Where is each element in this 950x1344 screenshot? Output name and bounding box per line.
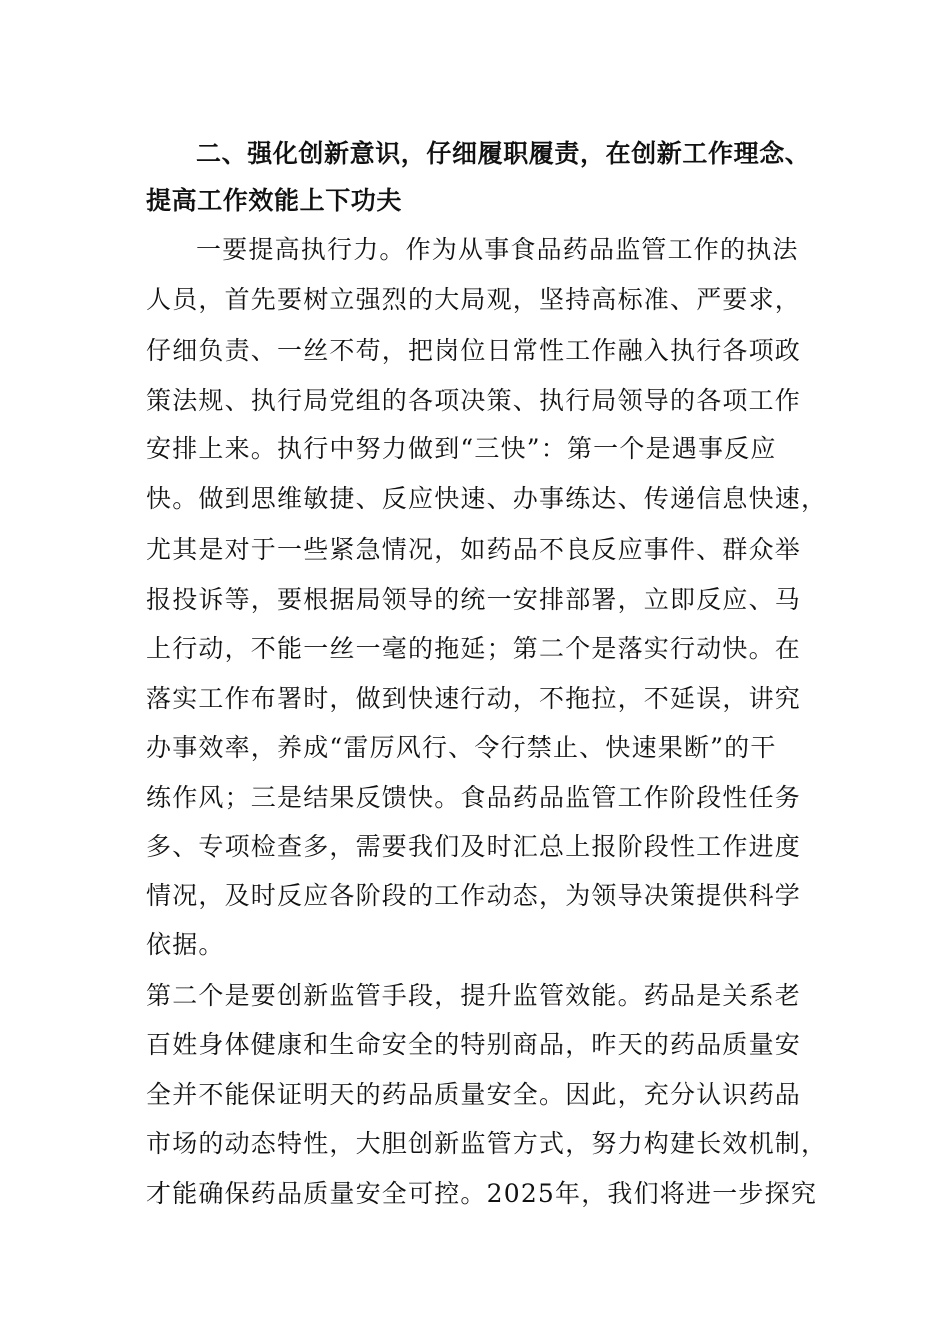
paragraph-line: 依据。 <box>146 930 225 959</box>
paragraph-line: 落实工作布署时，做到快速行动，不拖拉，不延误，讲究 <box>146 684 802 713</box>
paragraph-line: 安排上来。执行中努力做到“三快”：第一个是遇事反应 <box>146 434 777 463</box>
paragraph-line: 人员，首先要树立强烈的大局观，坚持高标准、严要求， <box>146 285 802 314</box>
paragraph-line: 市场的动态特性，大胆创新监管方式，努力构建长效机制， <box>146 1129 828 1158</box>
paragraph-line: 一要提高执行力。作为从事食品药品监管工作的执法 <box>196 235 799 264</box>
paragraph-line: 上行动，不能一丝一毫的拖延；第二个是落实行动快。在 <box>146 634 802 663</box>
paragraph-line: 仔细负责、一丝不苟，把岗位日常性工作融入执行各项政 <box>146 336 802 365</box>
paragraph-line: 练作风；三是结果反馈快。食品药品监管工作阶段性任务 <box>146 783 802 812</box>
paragraph-line: 办事效率，养成“雷厉风行、令行禁止、快速果断”的干 <box>146 733 777 762</box>
paragraph-line: 百姓身体健康和生命安全的特别商品，昨天的药品质量安 <box>146 1030 802 1059</box>
section-heading-line-2: 提高工作效能上下功夫 <box>146 186 403 215</box>
paragraph-line: 第二个是要创新监管手段，提升监管效能。药品是关系老 <box>146 981 802 1010</box>
paragraph-line: 才能确保药品质量安全可控。2025年，我们将进一步探究 <box>146 1179 818 1208</box>
paragraph-line: 策法规、执行局党组的各项决策、执行局领导的各项工作 <box>146 386 802 415</box>
paragraph-line: 多、专项检查多，需要我们及时汇总上报阶段性工作进度 <box>146 832 802 861</box>
section-heading-line-1: 二、强化创新意识，仔细履职履责，在创新工作理念、 <box>196 139 811 168</box>
paragraph-line: 快。做到思维敏捷、反应快速、办事练达、传递信息快速， <box>146 484 828 513</box>
paragraph-line: 全并不能保证明天的药品质量安全。因此，充分认识药品 <box>146 1080 802 1109</box>
paragraph-line: 报投诉等，要根据局领导的统一安排部署，立即反应、马 <box>146 585 802 614</box>
paragraph-line: 尤其是对于一些紧急情况，如药品不良反应事件、群众举 <box>146 535 802 564</box>
paragraph-line: 情况，及时反应各阶段的工作动态，为领导决策提供科学 <box>146 881 802 910</box>
